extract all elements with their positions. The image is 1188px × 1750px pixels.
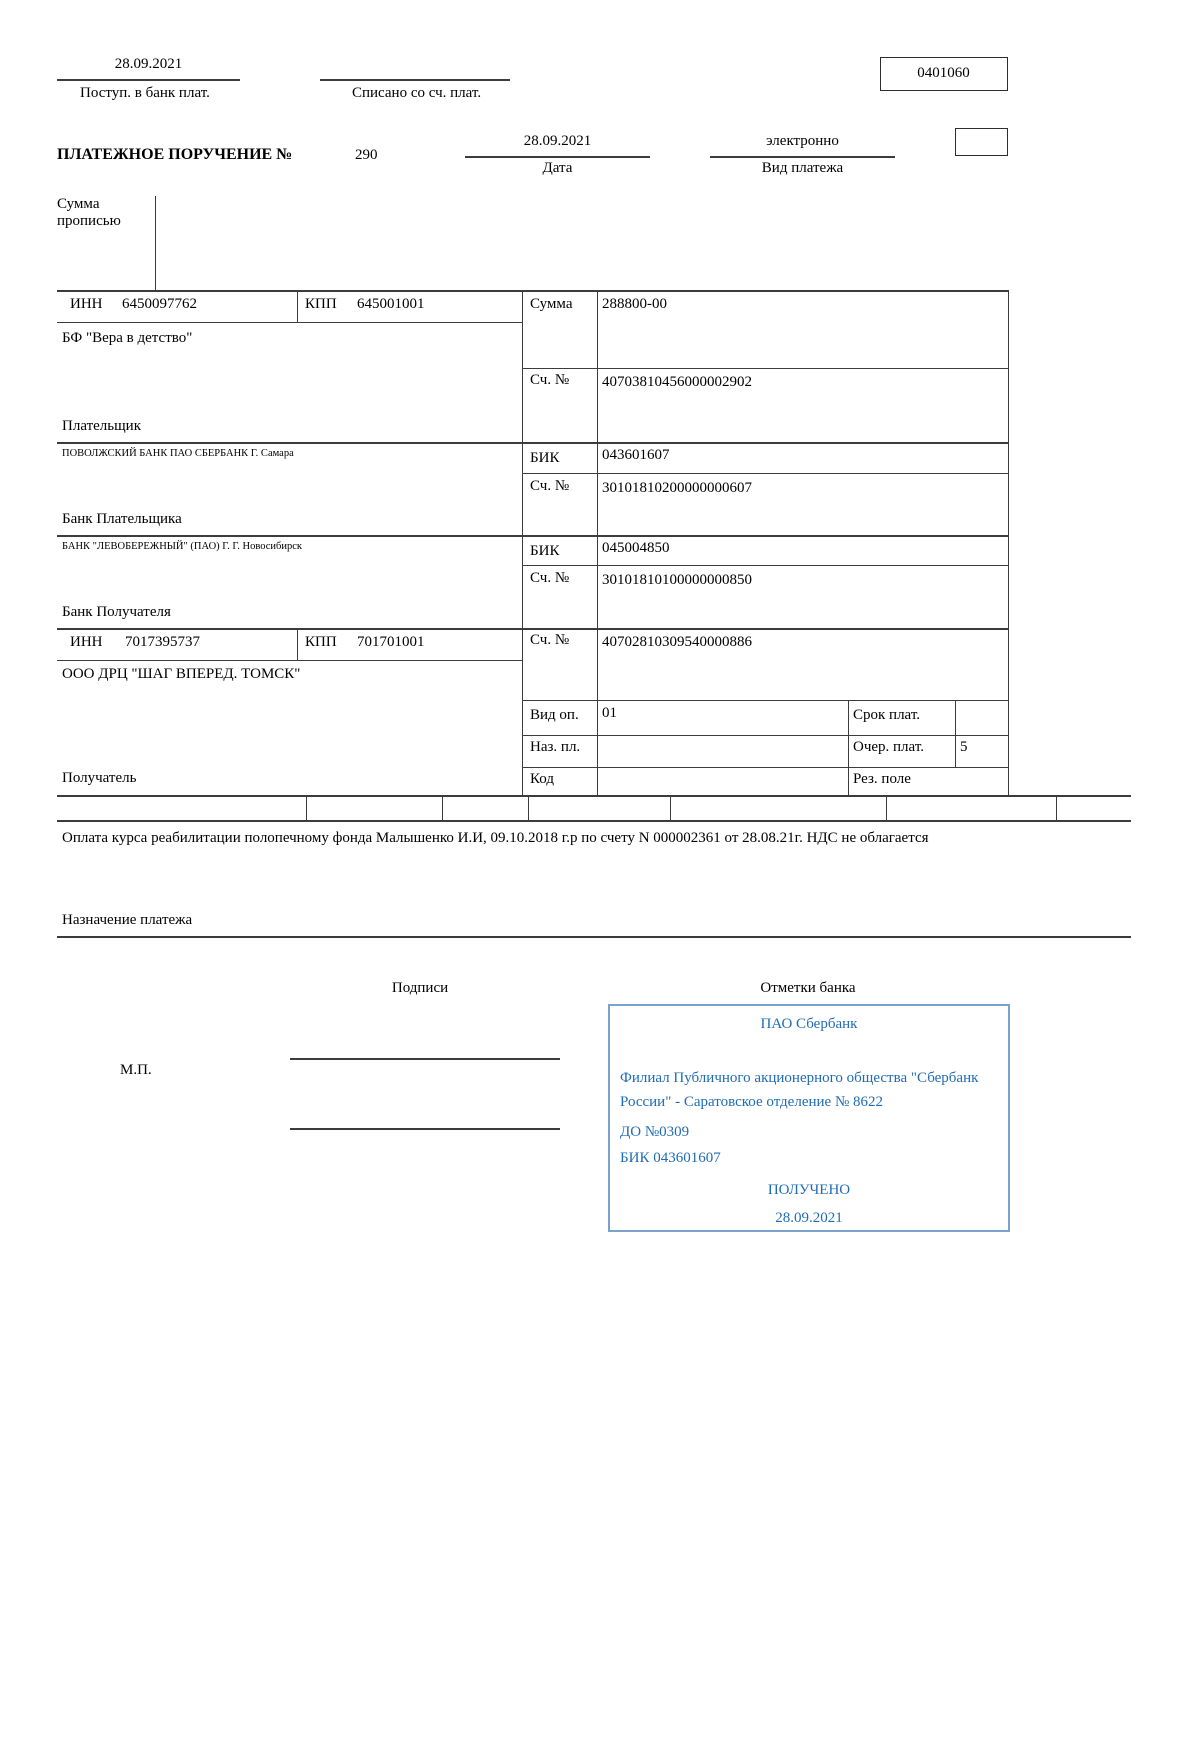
form-code-box: [880, 57, 1008, 91]
payer-label: Плательщик: [62, 418, 141, 434]
due-block-divider: [848, 700, 849, 795]
payment-purpose-underline: [57, 936, 1131, 938]
debited-date-underline: [320, 79, 510, 81]
table-rule: [57, 442, 1008, 444]
status-box: [955, 128, 1008, 156]
payee-bank-label: Банк Получателя: [62, 604, 171, 620]
op-kind-label: Вид оп.: [530, 707, 579, 723]
payee-bank-bik-value: 045004850: [602, 540, 670, 556]
table-rule: [522, 565, 1008, 566]
payer-name: БФ "Вера в детство": [62, 330, 193, 346]
value-column-divider: [597, 290, 598, 795]
reserve-field-label: Рез. поле: [853, 771, 911, 787]
payee-account-value: 40702810309540000886: [602, 634, 752, 650]
stamp-received-date: 28.09.2021: [775, 1210, 843, 1226]
payer-inn-value: 6450097762: [122, 296, 197, 312]
inn-kpp-divider: [297, 290, 298, 322]
seal-place-label: М.П.: [120, 1062, 152, 1078]
amount-words-label: Сумма прописью: [57, 196, 121, 230]
code-label: Код: [530, 771, 554, 787]
payee-inn-label: ИНН: [70, 634, 103, 650]
payer-kpp-label: КПП: [305, 296, 337, 312]
strip-divider: [528, 795, 529, 820]
table-rule: [522, 700, 1008, 701]
inn-kpp-divider: [297, 628, 298, 660]
signatures-label: Подписи: [391, 980, 449, 996]
order-of-payment-label: Очер. плат.: [853, 739, 924, 755]
payee-kpp-value: 701701001: [357, 634, 425, 650]
payee-kpp-label: КПП: [305, 634, 337, 650]
payee-bank-account-value: 30101810100000000850: [602, 572, 752, 588]
strip-top-rule: [57, 795, 1131, 797]
stamp-received-status: ПОЛУЧЕНО: [767, 1182, 851, 1198]
sum-value: 288800-00: [602, 296, 667, 312]
payee-account-label: Сч. №: [530, 632, 570, 648]
form-code: 0401060: [917, 65, 970, 81]
received-in-bank-date: 28.09.2021: [114, 56, 183, 72]
payee-bank-account-label: Сч. №: [530, 570, 570, 586]
payee-bank-name: БАНК "ЛЕВОБЕРЕЖНЫЙ" (ПАО) Г. Г. Новосибирск: [62, 541, 303, 552]
table-rule: [57, 628, 1008, 630]
order-of-payment-value: 5: [960, 739, 968, 755]
stamp-bank-name: ПАО Сбербанк: [760, 1016, 858, 1032]
table-rule: [522, 767, 1008, 768]
signature-line: [290, 1128, 560, 1130]
table-rule: [57, 290, 1008, 292]
order-value-divider: [955, 700, 956, 767]
table-rule: [57, 660, 522, 661]
received-in-bank-label: Поступ. в банк плат.: [80, 85, 210, 101]
payment-purpose-code-label: Наз. пл.: [530, 739, 581, 755]
payer-bank-bik-label: БИК: [530, 450, 560, 466]
label-column-divider: [522, 290, 523, 795]
payer-bank-name: ПОВОЛЖСКИЙ БАНК ПАО СБЕРБАНК Г. Самара: [62, 448, 294, 459]
payee-bank-bik-label: БИК: [530, 543, 560, 559]
stamp-office-number: ДО №0309: [620, 1124, 690, 1140]
strip-divider: [886, 795, 887, 820]
payment-kind-value: электронно: [766, 133, 839, 149]
table-rule: [522, 473, 1008, 474]
date-underline: [465, 156, 650, 158]
strip-divider: [1056, 795, 1057, 820]
document-title: ПЛАТЕЖНОЕ ПОРУЧЕНИЕ №: [57, 146, 293, 163]
payer-bank-label: Банк Плательщика: [62, 511, 182, 527]
amount-words-divider: [155, 196, 156, 290]
table-rule: [522, 368, 1008, 369]
payment-purpose-label: Назначение платежа: [62, 912, 193, 928]
bank-stamp: [608, 1004, 1010, 1232]
strip-divider: [670, 795, 671, 820]
payer-inn-label: ИНН: [70, 296, 103, 312]
bank-marks-label: Отметки банка: [760, 980, 856, 996]
stamp-branch-text: Филиал Публичного акционерного общества "Сбербанк России" - Саратовское отделение № 8622: [620, 1070, 979, 1110]
payment-kind-label: Вид платежа: [761, 160, 844, 176]
payer-account-label: Сч. №: [530, 372, 570, 388]
debited-from-account-label: Списано со сч. плат.: [352, 85, 482, 101]
strip-bottom-rule: [57, 820, 1131, 822]
strip-divider: [442, 795, 443, 820]
due-date-label: Срок плат.: [853, 707, 921, 723]
document-number: 290: [355, 147, 378, 163]
table-rule: [57, 535, 1008, 537]
op-kind-value: 01: [602, 705, 617, 721]
stamp-bik: БИК 043601607: [620, 1150, 721, 1166]
payer-bank-bik-value: 043601607: [602, 447, 670, 463]
payee-label: Получатель: [62, 770, 137, 786]
sum-label: Сумма: [530, 296, 573, 312]
date-label: Дата: [542, 160, 573, 176]
payer-account-value: 40703810456000002902: [602, 374, 752, 390]
payee-name: ООО ДРЦ "ШАГ ВПЕРЕД. ТОМСК": [62, 666, 301, 682]
payment-purpose-text: Оплата курса реабилитации полопечному фонда Малышенко И.И, 09.10.2018 г.р по счету N 000002361 от 28.08.21г. НДС не облагается: [62, 830, 929, 846]
payer-bank-account-label: Сч. №: [530, 478, 570, 494]
received-date-underline: [57, 79, 240, 81]
document-date: 28.09.2021: [523, 133, 592, 149]
strip-divider: [306, 795, 307, 820]
table-right-edge: [1008, 290, 1009, 795]
payer-bank-account-value: 30101810200000000607: [602, 480, 752, 496]
payer-kpp-value: 645001001: [357, 296, 425, 312]
table-rule: [57, 322, 522, 323]
payee-inn-value: 7017395737: [125, 634, 200, 650]
payment-kind-underline: [710, 156, 895, 158]
signature-line: [290, 1058, 560, 1060]
table-rule: [522, 735, 1008, 736]
